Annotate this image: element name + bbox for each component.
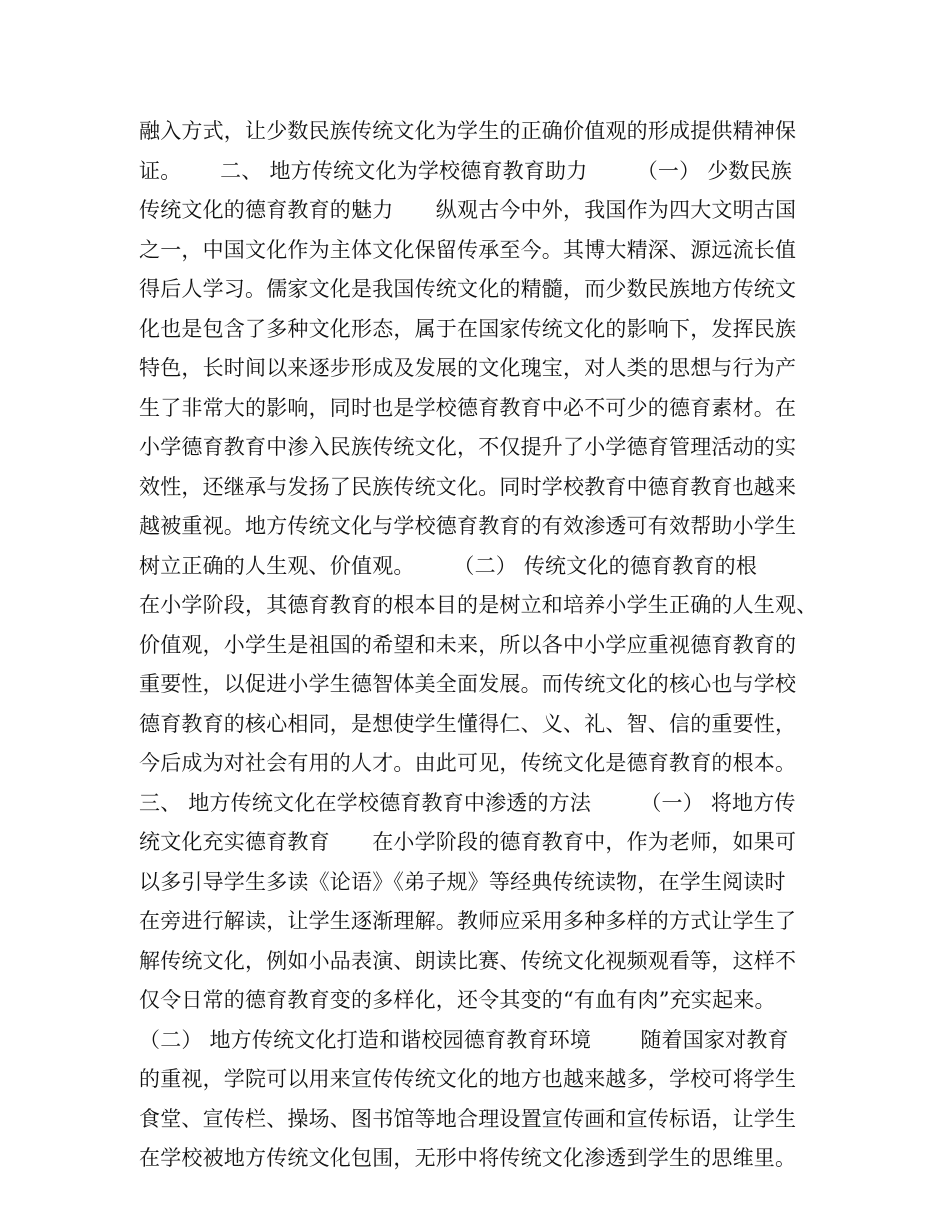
text-line: 小学德育教育中渗入民族传统文化，不仅提升了小学德育管理活动的实	[139, 435, 797, 459]
text-line: 在旁进行解读，让学生逐渐理解。教师应采用多种多样的方式让学生了	[139, 909, 797, 933]
text-line: 特色，长时间以来逐步形成及发展的文化瑰宝，对人类的思想与行为产	[139, 356, 797, 380]
text-line: 德育教育的核心相同，是想使学生懂得仁、义、礼、智、信的重要性，	[139, 711, 797, 736]
text-line: 融入方式，让少数民族传统文化为学生的正确价值观的形成提供精神保	[139, 119, 797, 143]
text-line: 生了非常大的影响，同时也是学校德育教育中必不可少的德育素材。在	[139, 395, 797, 420]
text-line: 效性，还继承与发扬了民族传统文化。同时学校教育中德育教育也越来	[139, 474, 797, 499]
text-line: （二） 地方传统文化打造和谐校园德育教育环境 随着国家对教育	[139, 1027, 789, 1052]
text-line: 重要性，以促进小学生德智体美全面发展。而传统文化的核心也与学校	[139, 672, 797, 696]
text-line: 得后人学习。儒家文化是我国传统文化的精髓，而少数民族地方传统文	[139, 277, 797, 301]
text-line: 之一，中国文化作为主体文化保留传承至今。其博大精深、源远流长值	[139, 237, 797, 262]
text-line: 统文化充实德育教育 在小学阶段的德育教育中，作为老师，如果可	[139, 830, 797, 854]
text-line: 传统文化的德育教育的魅力 纵观古今中外，我国作为四大文明古国	[139, 198, 797, 222]
text-line: 在小学阶段，其德育教育的根本目的是树立和培养小学生正确的人生观、	[139, 593, 818, 617]
text-line: 越被重视。地方传统文化与学校德育教育的有效渗透可有效帮助小学生	[139, 514, 797, 538]
text-line: 今后成为对社会有用的人才。由此可见，传统文化是德育教育的根本。	[139, 751, 797, 775]
text-line: 的重视，学院可以用来宣传传统文化的地方也越来越多，学校可将学生	[139, 1067, 797, 1091]
text-line: 在学校被地方传统文化包围，无形中将传统文化渗透到学生的思维里。	[139, 1146, 797, 1170]
text-line: 树立正确的人生观、价值观。 （二） 传统文化的德育教育的根	[139, 553, 758, 578]
text-line: 食堂、宣传栏、操场、图书馆等地合理设置宣传画和宣传标语，让学生	[139, 1106, 797, 1131]
text-line: 证。 二、 地方传统文化为学校德育教育助力 （一） 少数民族	[139, 158, 792, 183]
body-text	[139, 112, 829, 1179]
text-line: 化也是包含了多种文化形态，属于在国家传统文化的影响下，发挥民族	[139, 316, 797, 341]
text-line: 以多引导学生多读《论语》《弟子规》等经典传统读物，在学生阅读时	[139, 869, 786, 894]
text-line: 仅令日常的德育教育变的多样化，还令其变的“有血有肉”充实起来。	[139, 988, 776, 1012]
text-line: 解传统文化，例如小品表演、朗读比赛、传统文化视频观看等，这样不	[139, 948, 797, 973]
text-line: 价值观，小学生是祖国的希望和未来，所以各中小学应重视德育教育的	[139, 632, 797, 657]
text-line: 三、 地方传统文化在学校德育教育中渗透的方法 （一） 将地方传	[139, 790, 796, 815]
